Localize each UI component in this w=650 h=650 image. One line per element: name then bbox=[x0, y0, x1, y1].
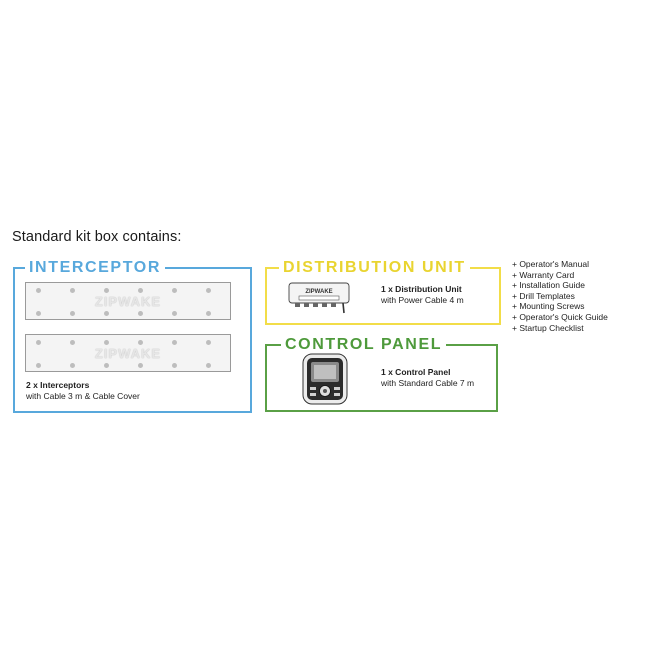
distribution-unit-caption-bold: 1 x Distribution Unit bbox=[381, 284, 462, 294]
mounting-hole-icon bbox=[104, 311, 109, 316]
extras-item: + Mounting Screws bbox=[512, 301, 585, 312]
extras-item: + Operator's Quick Guide bbox=[512, 311, 608, 322]
control-panel-title: CONTROL PANEL bbox=[281, 336, 446, 354]
control-panel-box bbox=[265, 336, 498, 412]
distribution-unit-caption bbox=[381, 284, 464, 306]
control-panel-caption bbox=[381, 367, 474, 389]
extras-item: + Operator's Manual bbox=[512, 259, 589, 269]
interceptor-title: INTERCEPTOR bbox=[25, 259, 165, 277]
mounting-hole-icon bbox=[172, 288, 177, 293]
mounting-hole-icon bbox=[104, 288, 109, 293]
interceptor-image-1 bbox=[25, 282, 231, 320]
mounting-hole-icon bbox=[138, 340, 143, 345]
control-panel-caption-bold: 1 x Control Panel bbox=[381, 367, 451, 377]
interceptor-caption-bold: 2 x Interceptors bbox=[26, 380, 90, 390]
distribution-unit-image bbox=[287, 280, 351, 314]
extras-item: + Installation Guide bbox=[512, 280, 586, 291]
mounting-hole-icon bbox=[206, 340, 211, 345]
mounting-hole-icon bbox=[138, 288, 143, 293]
mounting-hole-icon bbox=[172, 311, 177, 316]
mounting-hole-icon bbox=[172, 363, 177, 368]
extras-list bbox=[512, 259, 608, 333]
interceptor-logo-2: ZIPWAKE bbox=[94, 346, 162, 361]
interceptor-box bbox=[13, 259, 252, 413]
interceptor-logo-1: ZIPWAKE bbox=[94, 294, 162, 309]
mounting-hole-icon bbox=[206, 311, 211, 316]
mounting-hole-icon bbox=[206, 288, 211, 293]
kit-heading: Standard kit box contains: bbox=[12, 229, 182, 245]
mounting-hole-icon bbox=[70, 340, 75, 345]
interceptor-caption bbox=[26, 380, 140, 402]
mounting-hole-icon bbox=[104, 363, 109, 368]
mounting-hole-icon bbox=[36, 340, 41, 345]
extras-item: + Startup Checklist bbox=[512, 322, 584, 333]
mounting-hole-icon bbox=[70, 288, 75, 293]
interceptor-image-2 bbox=[25, 334, 231, 372]
mounting-hole-icon bbox=[36, 363, 41, 368]
mounting-hole-icon bbox=[206, 363, 211, 368]
control-panel-image bbox=[302, 353, 348, 405]
mounting-hole-icon bbox=[172, 340, 177, 345]
mounting-hole-icon bbox=[138, 363, 143, 368]
distribution-unit-caption-text: with Power Cable 4 m bbox=[381, 295, 464, 305]
mounting-hole-icon bbox=[36, 288, 41, 293]
distribution-unit-box bbox=[265, 259, 501, 325]
mounting-hole-icon bbox=[104, 340, 109, 345]
mounting-hole-icon bbox=[138, 311, 143, 316]
distribution-unit-logo: ZIPWAKE bbox=[305, 289, 333, 295]
interceptor-caption-text: with Cable 3 m & Cable Cover bbox=[26, 391, 140, 401]
distribution-unit-title: DISTRIBUTION UNIT bbox=[279, 259, 470, 277]
mounting-hole-icon bbox=[70, 311, 75, 316]
mounting-hole-icon bbox=[36, 311, 41, 316]
extras-item: + Warranty Card bbox=[512, 269, 575, 280]
extras-item: + Drill Templates bbox=[512, 290, 575, 301]
mounting-hole-icon bbox=[70, 363, 75, 368]
control-panel-caption-text: with Standard Cable 7 m bbox=[381, 378, 475, 388]
